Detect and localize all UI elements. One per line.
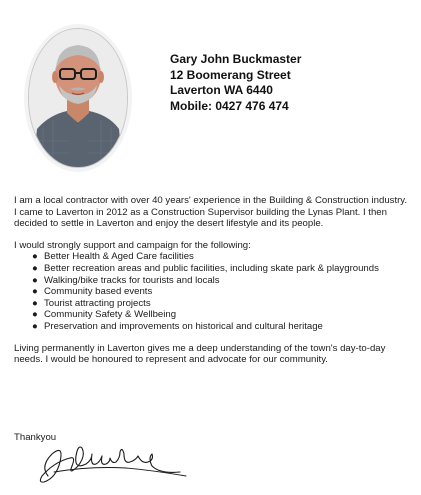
intro-paragraph: I am a local contractor with over 40 years' experience in the Building & Construction industry. I came to Laverton in 2012 as a Construction Supervisor building the Lynas Plant. I then decided to settle in Laverton and enjoy the desert lifestyle and its people. bbox=[14, 195, 408, 230]
campaign-list bbox=[14, 251, 409, 332]
candidate-name: Gary John Buckmaster bbox=[170, 52, 302, 66]
bullet-icon: ● bbox=[32, 274, 38, 286]
list-item: ● Preservation and improvements on historical and cultural heritage bbox=[32, 320, 323, 332]
list-item: ● Tourist attracting projects bbox=[32, 297, 151, 309]
closing-paragraph: Living permanently in Laverton gives me a deep understanding of the town's day-to-day needs. I would be honoured to represent and advocate for our community. bbox=[14, 342, 386, 366]
address-line-1: 12 Boomerang Street bbox=[170, 67, 291, 82]
bullet-icon: ● bbox=[32, 286, 38, 298]
list-item: ● Community based events bbox=[32, 286, 153, 298]
bullet-icon: ● bbox=[32, 309, 38, 321]
bullet-icon: ● bbox=[32, 320, 38, 332]
bullet-icon: ● bbox=[32, 251, 38, 263]
contact-block bbox=[170, 52, 301, 114]
list-item: ● Walking/bike tracks for tourists and locals bbox=[32, 274, 220, 286]
bullet-icon: ● bbox=[32, 262, 38, 274]
mobile-number: Mobile: 0427 476 474 bbox=[170, 98, 289, 113]
list-item: ● Community Safety & Wellbeing bbox=[32, 309, 177, 321]
signature-icon bbox=[30, 436, 190, 486]
bullet-icon: ● bbox=[32, 297, 38, 309]
address-line-2: Laverton WA 6440 bbox=[170, 83, 273, 97]
portrait-frame bbox=[24, 24, 132, 172]
campaign-intro: I would strongly support and campaign for the following: bbox=[14, 239, 251, 251]
signoff-text: Thankyou bbox=[14, 432, 57, 443]
list-item: ● Better recreation areas and public facilities, including skate park & playgrounds bbox=[32, 262, 379, 274]
statement-body bbox=[14, 195, 409, 376]
candidate-photo bbox=[28, 28, 128, 168]
list-item: ● Better Health & Aged Care facilities bbox=[32, 251, 194, 263]
